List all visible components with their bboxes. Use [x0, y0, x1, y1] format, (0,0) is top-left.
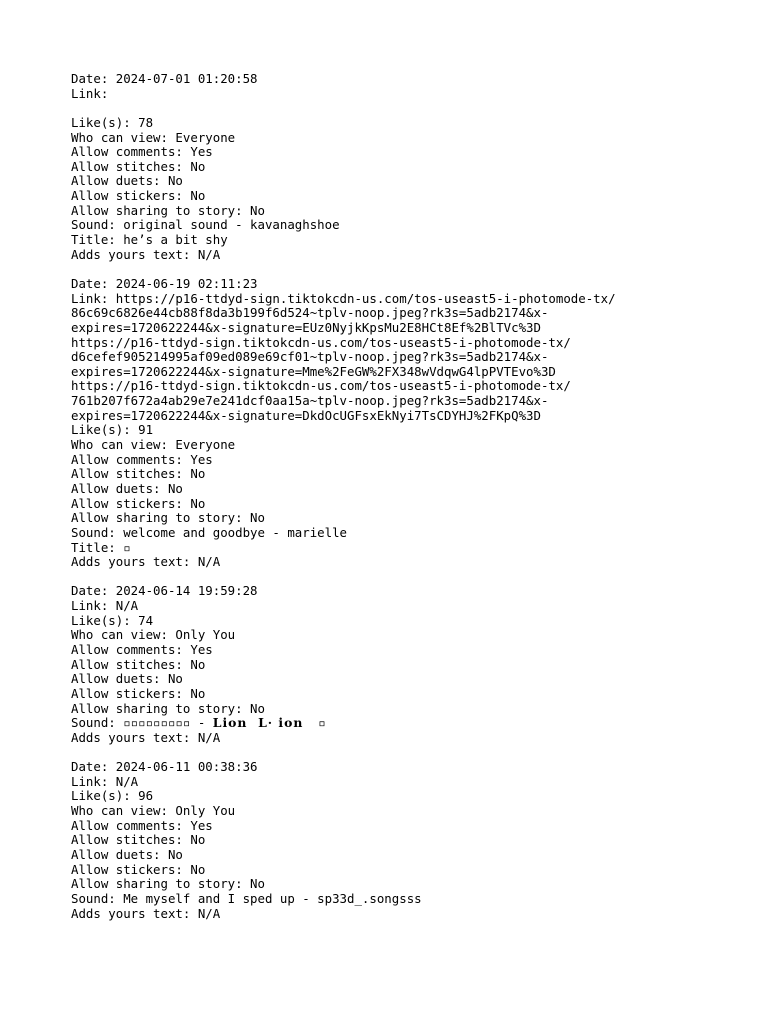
entry-allow-stickers: Allow stickers: No [71, 861, 206, 877]
sound-suffix: ▫ [303, 715, 326, 731]
entry-adds-yours: Adds yours text: N/A [71, 729, 221, 745]
entry-link: Link: https://p16-ttdyd-sign.tiktokcdn-us.com/tos-useast5-i-photomode-tx/ [71, 290, 616, 306]
entry-allow-sharing: Allow sharing to story: No [71, 700, 265, 716]
entry-allow-sharing: Allow sharing to story: No [71, 510, 265, 526]
entry-allow-comments: Allow comments: Yes [71, 451, 213, 467]
entry-allow-stitches: Allow stitches: No [71, 656, 206, 672]
entry-2 [71, 277, 751, 570]
entry-allow-stickers: Allow stickers: No [71, 188, 206, 204]
entry-link-continued: https://p16-ttdyd-sign.tiktokcdn-us.com/tos-useast5-i-photomode-tx/ [71, 334, 571, 350]
entry-separator [71, 745, 751, 760]
entry-sound: Sound: welcome and goodbye - marielle [71, 524, 348, 540]
entry-3 [71, 584, 751, 745]
entry-date: Date: 2024-06-11 00:38:36 [71, 759, 258, 775]
entry-link-continued: 86c69c6826e44cb88f8da3b199f6d524~tplv-noop.jpeg?rk3s=5adb2174&x- [71, 305, 549, 321]
entry-allow-duets: Allow duets: No [71, 671, 183, 687]
entry-link-continued: d6cefef905214995af09ed089e69cf01~tplv-noop.jpeg?rk3s=5adb2174&x- [71, 349, 549, 365]
entry-link: Link: [71, 85, 109, 101]
entry-likes: Like(s): 96 [71, 788, 154, 804]
entry-separator [71, 570, 751, 585]
entry-link: Link: N/A [71, 598, 139, 614]
entry-title: Title: he’s a bit shy [71, 232, 228, 248]
entry-who-can-view: Who can view: Everyone [71, 129, 236, 145]
entry-who-can-view: Who can view: Everyone [71, 437, 236, 453]
blank-line [71, 101, 751, 116]
entry-allow-stickers: Allow stickers: No [71, 495, 206, 511]
entry-likes: Like(s): 74 [71, 612, 154, 628]
entry-allow-stitches: Allow stitches: No [71, 832, 206, 848]
entry-date: Date: 2024-06-19 02:11:23 [71, 275, 258, 291]
entry-allow-sharing: Allow sharing to story: No [71, 202, 265, 218]
entry-adds-yours: Adds yours text: N/A [71, 905, 221, 921]
entry-title: Title: ▫ [71, 539, 131, 555]
entry-allow-stitches: Allow stitches: No [71, 466, 206, 482]
sound-artist-styled: Lion L· ion [212, 715, 304, 731]
entry-link-continued: expires=1720622244&x-signature=EUz0NyjkKpsMu2E8HCt8Ef%2BlTVc%3D [71, 319, 541, 335]
entry-who-can-view: Who can view: Only You [71, 627, 236, 643]
entry-sound: Sound: Me myself and I sped up - sp33d_.songsss [71, 890, 422, 906]
entry-link-continued: expires=1720622244&x-signature=DkdOcUGFsxEkNyi7TsCDYHJ%2FKpQ%3D [71, 407, 541, 423]
entry-allow-comments: Allow comments: Yes [71, 144, 213, 160]
entry-date: Date: 2024-06-14 19:59:28 [71, 583, 258, 599]
entry-sound: Sound: original sound - kavanaghshoe [71, 217, 340, 233]
entry-adds-yours: Adds yours text: N/A [71, 554, 221, 570]
entry-date: Date: 2024-07-01 01:20:58 [71, 71, 258, 86]
entry-likes: Like(s): 91 [71, 422, 154, 438]
entry-allow-stitches: Allow stitches: No [71, 158, 206, 174]
entry-adds-yours: Adds yours text: N/A [71, 246, 221, 262]
entry-allow-comments: Allow comments: Yes [71, 817, 213, 833]
entry-link-continued: expires=1720622244&x-signature=Mme%2FeGW%2FX348wVdqwG4lpPVTEvo%3D [71, 363, 556, 379]
entry-link-continued: https://p16-ttdyd-sign.tiktokcdn-us.com/tos-useast5-i-photomode-tx/ [71, 378, 571, 394]
entry-allow-sharing: Allow sharing to story: No [71, 876, 265, 892]
entry-allow-duets: Allow duets: No [71, 480, 183, 496]
entry-allow-stickers: Allow stickers: No [71, 685, 206, 701]
entry-link-continued: 761b207f672a4ab29e7e241dcf0aa15a~tplv-noop.jpeg?rk3s=5adb2174&x- [71, 393, 549, 409]
entry-link: Link: N/A [71, 773, 139, 789]
entry-separator [71, 262, 751, 277]
entry-4 [71, 760, 751, 921]
entry-who-can-view: Who can view: Only You [71, 803, 236, 819]
entry-sound [71, 716, 751, 731]
sound-prefix: Sound: ▫▫▫▫▫▫▫▫▫ - [71, 715, 213, 731]
entry-likes: Like(s): 78 [71, 114, 154, 130]
entry-allow-duets: Allow duets: No [71, 846, 183, 862]
entry-1 [71, 72, 751, 262]
entry-allow-comments: Allow comments: Yes [71, 641, 213, 657]
entry-allow-duets: Allow duets: No [71, 173, 183, 189]
document-page [71, 72, 751, 921]
